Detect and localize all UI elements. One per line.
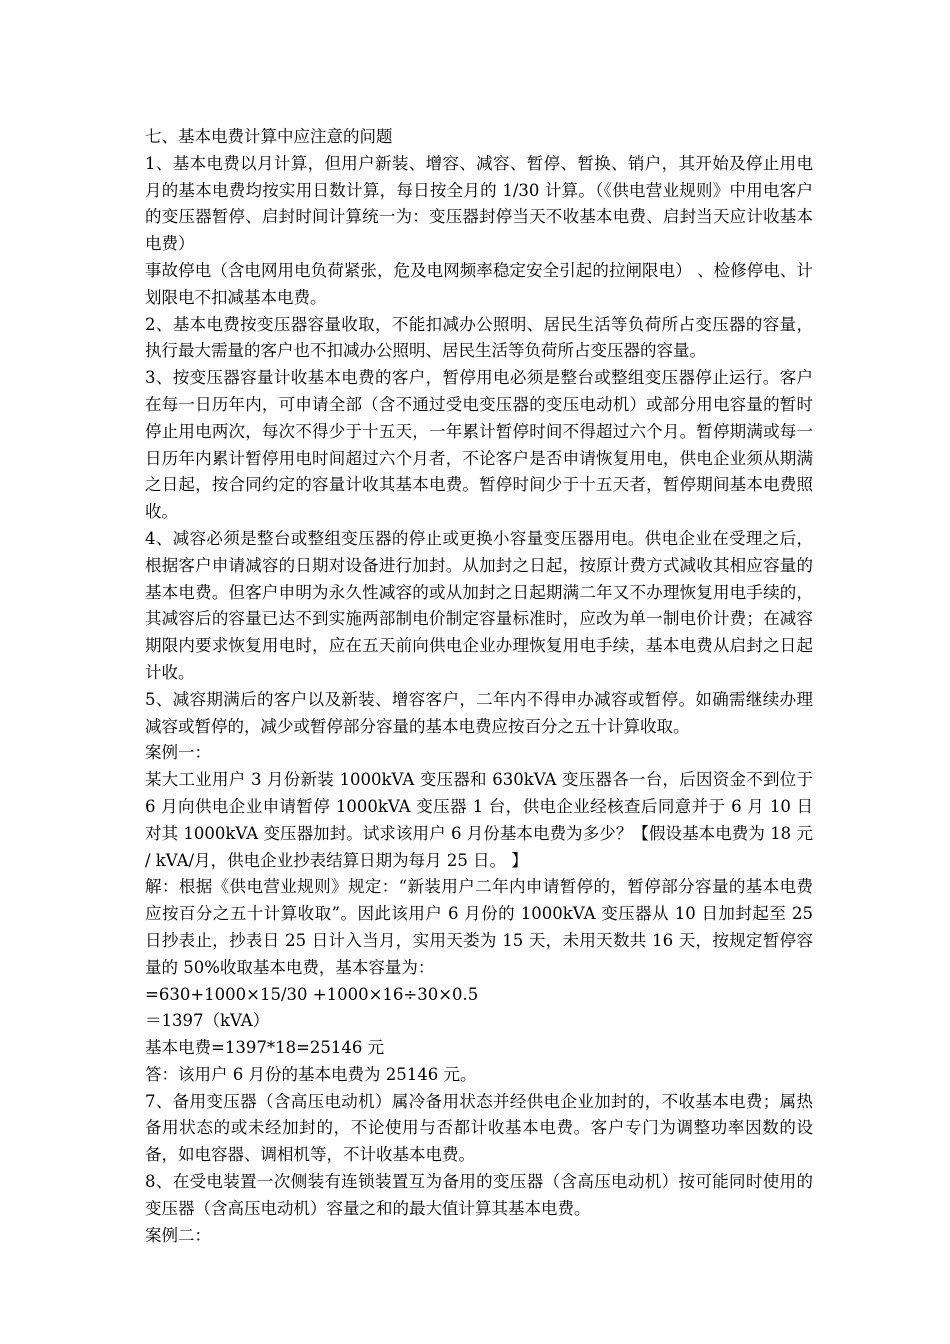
case-1-heading: 案例一： xyxy=(145,743,211,763)
case-1-answer: 答：该用户 6 月份的基本电费为 25146 元。 xyxy=(145,1064,477,1084)
rule-1-paragraph: 1、基本电费以月计算，但用户新装、增容、减容、暂停、暂换、销户，其开始及停止用电月的基本电费均按实用日数计算，每日按全月的 1/30 计算。（《供电营业规则》中用电客户的变压器暂停、启封时间计算统一为：变压器封停当天不收基本电费、启封当天应计收基本电费） xyxy=(145,153,813,254)
case-2-heading: 案例二： xyxy=(145,1225,211,1245)
outage-note-paragraph: 事故停电（含电网用电负荷紧张，危及电网频率稳定安全引起的拉闸限电） 、检修停电、计划限电不扣减基本电费。 xyxy=(145,260,813,307)
rule-3-paragraph: 3、按变压器容量计收基本电费的客户，暂停用电必须是整台或整组变压器停止运行。客户在每一日历年内，可申请全部（含不通过受电变压器的变压电动机）或部分用电容量的暂时停止用电两次，每次不得少于十五天，一年累计暂停时间不得超过六个月。暂停期满或每一日历年内累计暂停用电时间超过六个月者，不论客户是否申请恢复用电，供电企业须从期满之日起，按合同约定的容量计收其基本电费。暂停时间少于十五天者，暂停期间基本电费照收。 xyxy=(145,368,813,522)
rule-5-paragraph: 5、减容期满后的客户以及新装、增容客户，二年内不得申办减容或暂停。如确需继续办理减容或暂停的，减少或暂停部分容量的基本电费应按百分之五十计算收取。 xyxy=(145,689,813,736)
case-1-problem: 某大工业用户 3 月份新装 1000kVA 变压器和 630kVA 变压器各一台，后因资金不到位于 6 月向供电企业申请暂停 1000kVA 变压器 1 台，供电企业经核查后同意并于 6 月 10 日对其 1000kVA 变压器加封。试求该用户 6 月份基本电费为多少？【假设基本电费为 18 元 / kVA/月，供电企业抄表结算日期为每月 25 日。 】 xyxy=(145,770,813,870)
case-1-capacity-result: ＝1397（kVA） xyxy=(145,1011,270,1031)
case-1-fee-calculation: 基本电费=1397*18=25146 元 xyxy=(145,1038,385,1058)
case-1-formula: =630+1000×15/30 +1000×16÷30×0.5 xyxy=(145,984,479,1004)
document-body xyxy=(145,124,813,1249)
rule-8-paragraph: 8、在受电装置一次侧装有连锁装置互为备用的变压器（含高压电动机）按可能同时使用的变压器（含高压电动机）容量之和的最大值计算其基本电费。 xyxy=(145,1172,813,1218)
rule-4-paragraph: 4、减容必须是整台或整组变压器的停止或更换小容量变压器用电。供电企业在受理之后，根据客户申请减容的日期对设备进行加封。从加封之日起，按原计费方式减收其相应容量的基本电费。但客户申明为永久性减容的或从加封之日起期满二年又不办理恢复用电手续的，其减容后的容量已达不到实施两部制电价制定容量标准时，应改为单一制电价计费；在减容期限内要求恢复用电时，应在五天前向供电企业办理恢复用电手续，基本电费从启封之日起计收。 xyxy=(145,528,813,682)
case-1-solution: 解：根据《供电营业规则》规定：“新装用户二年内申请暂停的，暂停部分容量的基本电费应按百分之五十计算收取”。因此该用户 6 月份的 1000kVA 变压器从 10 日加封起至 25 日抄表止，抄表日 25 日计入当月，实用天娄为 15 天，未用天数共 16 天，按规定暂停容量的 50%收取基本电费，基本容量为： xyxy=(145,877,813,977)
section-heading: 七、基本电费计算中应注意的问题 xyxy=(145,127,393,146)
rule-2-paragraph: 2、基本电费按变压器容量收取，不能扣减办公照明、居民生活等负荷所占变压器的容量，执行最大需量的客户也不扣减办公照明、居民生活等负荷所占变压器的容量。 xyxy=(145,314,813,361)
rule-7-paragraph: 7、备用变压器（含高压电动机）属冷备用状态并经供电企业加封的，不收基本电费；属热备用状态的或未经加封的，不论使用与否都计收基本电费。客户专门为调整功率因数的设备，如电容器、调相机等，不计收基本电费。 xyxy=(145,1091,813,1165)
